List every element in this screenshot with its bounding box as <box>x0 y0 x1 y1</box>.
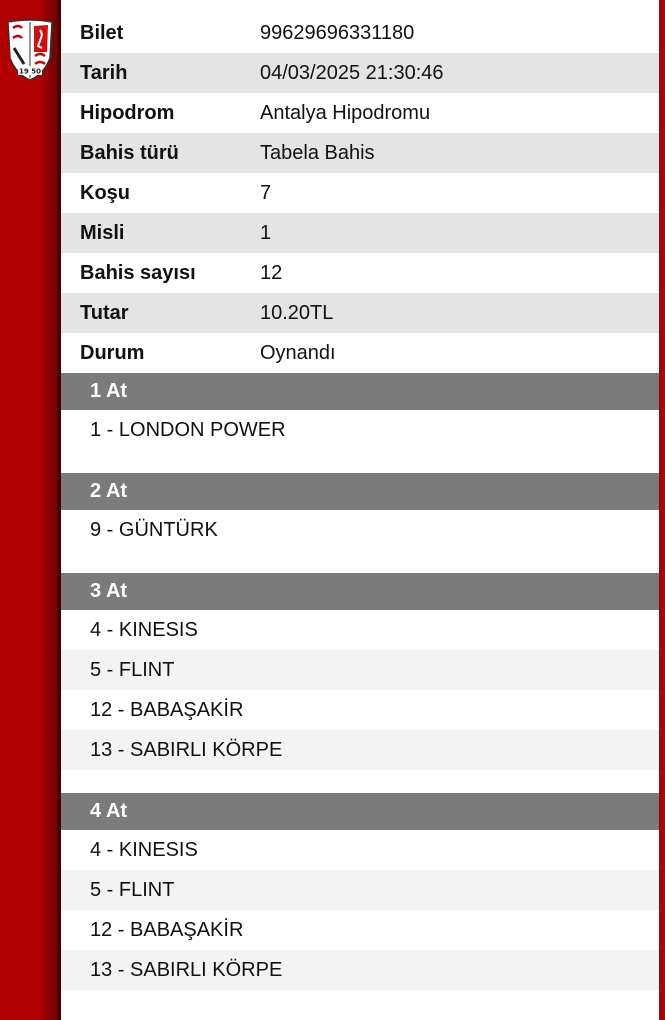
horse-row: 4 - KINESIS <box>61 610 659 650</box>
info-label: Tutar <box>80 301 129 324</box>
info-value: 12 <box>260 261 283 284</box>
info-value: 10.20TL <box>260 301 334 324</box>
sidebar <box>0 0 61 1020</box>
info-value: Oynandı <box>260 341 336 364</box>
info-label: Bahis sayısı <box>80 261 196 284</box>
info-value: Tabela Bahis <box>260 141 375 164</box>
info-value: 1 <box>260 221 272 244</box>
info-value: 04/03/2025 21:30:46 <box>260 61 444 84</box>
selection-group <box>61 793 659 990</box>
horse-row: 12 - BABAŞAKİR <box>61 910 659 950</box>
group-header: 4 At <box>61 793 659 830</box>
horse-row: 1 - LONDON POWER <box>61 410 659 450</box>
info-label: Hipodrom <box>80 101 175 124</box>
group-header: 3 At <box>61 573 659 610</box>
info-row <box>61 293 659 333</box>
info-row <box>61 253 659 293</box>
group-spacer <box>61 450 659 473</box>
group-header: 2 At <box>61 473 659 510</box>
horse-row: 12 - BABAŞAKİR <box>61 690 659 730</box>
ticket-info-table <box>61 13 659 373</box>
selection-group <box>61 573 659 793</box>
group-header: 1 At <box>61 373 659 410</box>
info-value: 7 <box>260 181 272 204</box>
svg-text:19 50: 19 50 <box>19 67 41 76</box>
selections-list <box>61 373 659 990</box>
horse-row: 13 - SABIRLI KÖRPE <box>61 950 659 990</box>
selection-group <box>61 373 659 473</box>
info-label: Koşu <box>80 181 130 204</box>
info-row <box>61 93 659 133</box>
info-row <box>61 213 659 253</box>
group-spacer <box>61 550 659 573</box>
horse-row: 9 - GÜNTÜRK <box>61 510 659 550</box>
info-label: Bilet <box>80 21 124 44</box>
horse-row: 13 - SABIRLI KÖRPE <box>61 730 659 770</box>
info-label: Tarih <box>80 61 128 84</box>
right-edge-bar <box>659 0 665 1020</box>
info-row <box>61 13 659 53</box>
info-label: Durum <box>80 341 145 364</box>
ticket-detail <box>61 13 659 990</box>
group-spacer <box>61 770 659 793</box>
info-row <box>61 333 659 373</box>
info-row <box>61 53 659 93</box>
info-row <box>61 173 659 213</box>
info-value: 99629696331180 <box>260 21 415 44</box>
horse-row: 4 - KINESIS <box>61 830 659 870</box>
horse-row: 5 - FLINT <box>61 870 659 910</box>
info-label: Misli <box>80 221 125 244</box>
info-value: Antalya Hipodromu <box>260 101 431 124</box>
horse-row: 5 - FLINT <box>61 650 659 690</box>
info-label: Bahis türü <box>80 141 179 164</box>
info-row <box>61 133 659 173</box>
club-crest-icon <box>4 18 56 82</box>
selection-group <box>61 473 659 573</box>
